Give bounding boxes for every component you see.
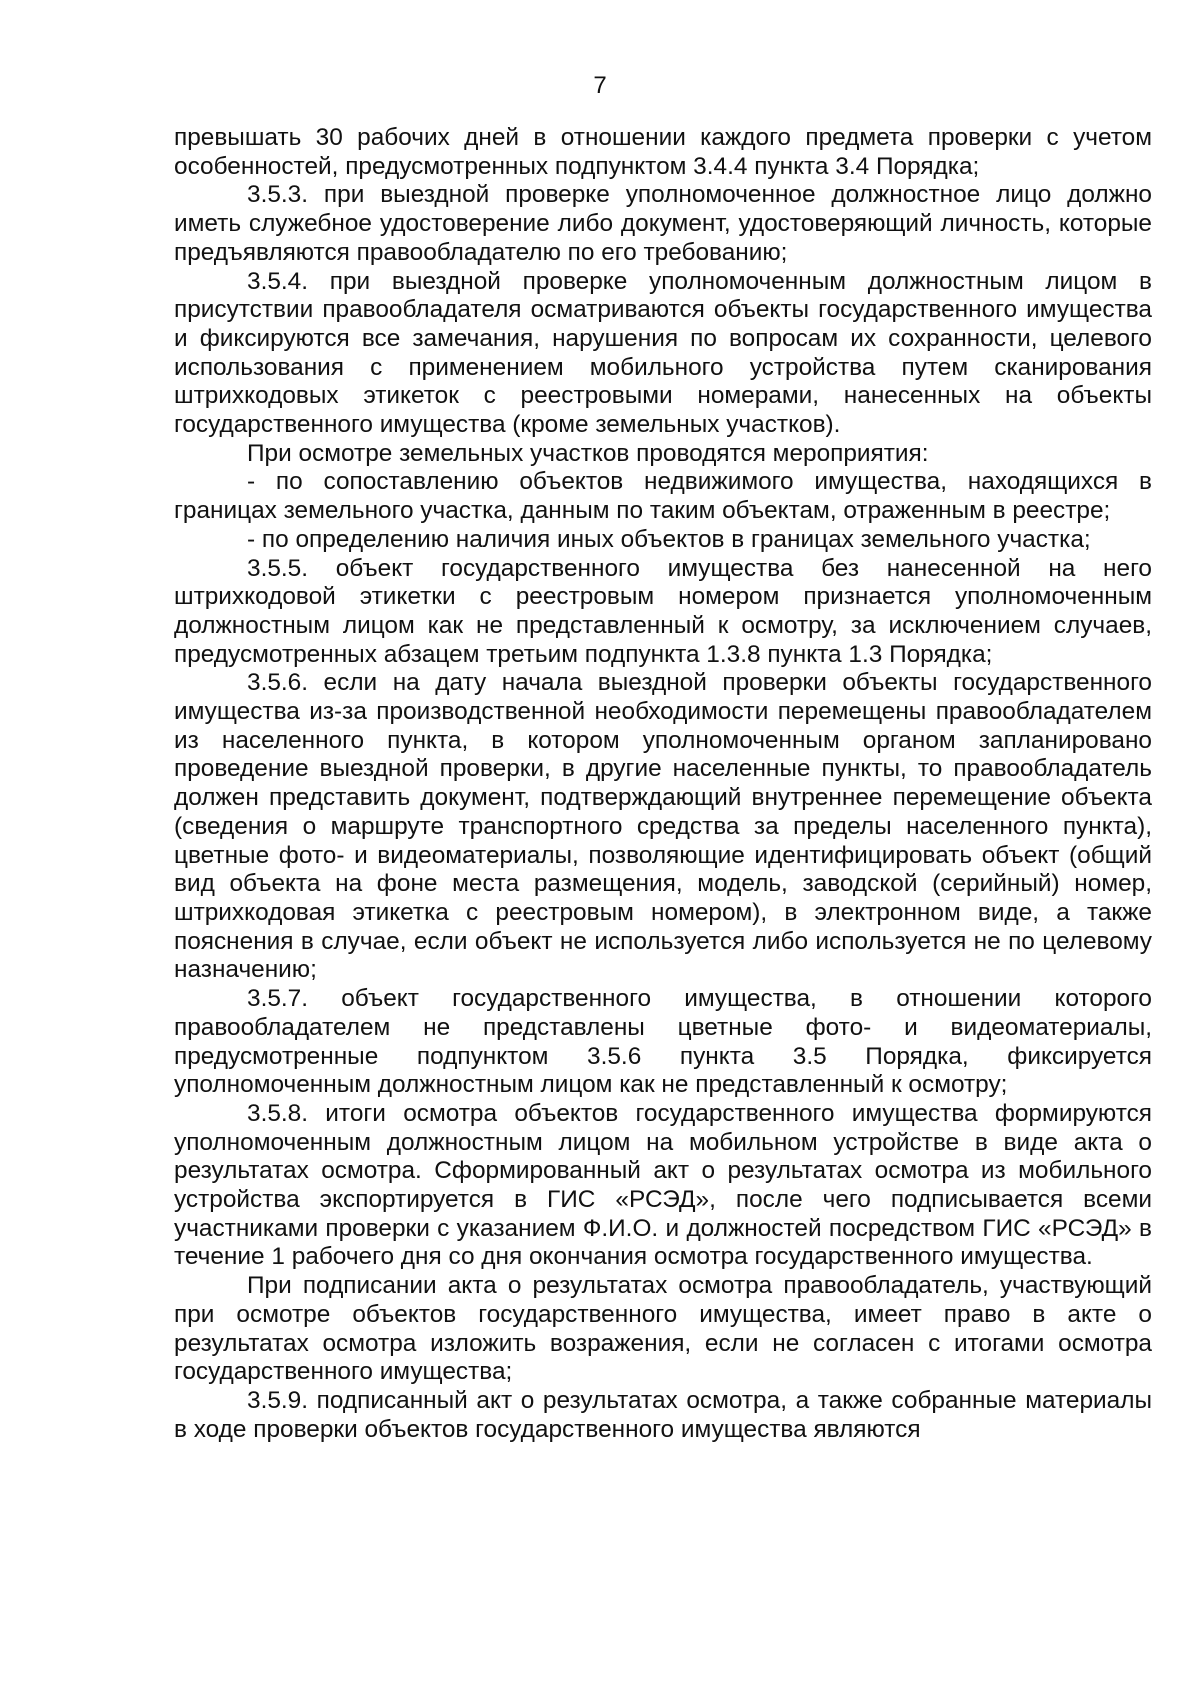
paragraph-act-signing: При подписании акта о результатах осмотра правообладатель, участвующий при осмотре объектов государственного имущества, имеет право в акте о результатах осмотра изложить возражения, если не согласен с итогами осмотра государственного имущества; bbox=[174, 1272, 1152, 1386]
paragraph-3-5-6: 3.5.6. если на дату начала выездной проверки объекты государственного имущества из-за производственной необходимости перемещены правообладателем из населенного пункта, в котором уполномоченным органом запланировано проведение выездной проверки, в другие населенные пункты, то правообладатель должен представить документ, подтверждающий внутреннее перемещение объекта (сведения о маршруте транспортного средства за пределы населенного пункта), цветные фото- и видеоматериалы, позволяющие идентифицировать объект (общий вид объекта на фоне места размещения, модель, заводской (серийный) номер, штрихкодовая этикетка с реестровым номером), в электронном виде, а также пояснения в случае, если объект не используется либо используется не по целевому назначению; bbox=[174, 669, 1152, 984]
document-body bbox=[174, 124, 1152, 1444]
paragraph-land-inspection-intro: При осмотре земельных участков проводятся мероприятия: bbox=[247, 439, 929, 467]
paragraph-continuation: превышать 30 рабочих дней в отношении каждого предмета проверки с учетом особенностей, предусмотренных подпунктом 3.4.4 пункта 3.4 Порядка; bbox=[174, 124, 1152, 180]
paragraph-list-item-comparison: - по сопоставлению объектов недвижимого имущества, находящихся в границах земельного участка, данным по таким объектам, отраженным в реестре; bbox=[174, 468, 1152, 525]
paragraph-3-5-9: 3.5.9. подписанный акт о результатах осмотра, а также собранные материалы в ходе проверки объектов государственного имущества являются bbox=[174, 1386, 1152, 1443]
paragraph-3-5-7: 3.5.7. объект государственного имущества, в отношении которого правообладателем не представлены цветные фото- и видеоматериалы, предусмотренные подпунктом 3.5.6 пункта 3.5 Порядка, фиксируется уполномоченным должностным лицом как не представленный к осмотру; bbox=[174, 985, 1152, 1099]
paragraph-list-item-other-objects: - по определению наличия иных объектов в границах земельного участка; bbox=[247, 525, 1091, 553]
paragraph-3-5-3: 3.5.3. при выездной проверке уполномоченное должностное лицо должно иметь служебное удостоверение либо документ, удостоверяющий личность, которые предъявляются правообладателю по его требованию; bbox=[174, 181, 1152, 266]
paragraph-3-5-5: 3.5.5. объект государственного имущества без нанесенной на него штрихкодовой этикетки с реестровым номером признается уполномоченным должностным лицом как не представленный к осмотру, за исключением случаев, предусмотренных абзацем третьим подпункта 1.3.8 пункта 1.3 Порядка; bbox=[174, 554, 1152, 668]
paragraph-3-5-8: 3.5.8. итоги осмотра объектов государственного имущества формируются уполномоченным должностным лицом на мобильном устройстве в виде акта о результатах осмотра. Сформированный акт о результатах осмотра из мобильного устройства экспортируется в ГИС «РСЭД», после чего подписывается всеми участниками проверки с указанием Ф.И.О. и должностей посредством ГИС «РСЭД» в течение 1 рабочего дня со дня окончания осмотра государственного имущества. bbox=[174, 1099, 1152, 1271]
page-number: 7 bbox=[593, 72, 607, 99]
paragraph-3-5-4: 3.5.4. при выездной проверке уполномоченным должностным лицом в присутствии правообладателя осматриваются объекты государственного имущества и фиксируются все замечания, нарушения по вопросам их сохранности, целевого использования с применением мобильного устройства путем сканирования штрихкодовых этикеток с реестровыми номерами, нанесенных на объекты государственного имущества (кроме земельных участков). bbox=[174, 267, 1152, 439]
